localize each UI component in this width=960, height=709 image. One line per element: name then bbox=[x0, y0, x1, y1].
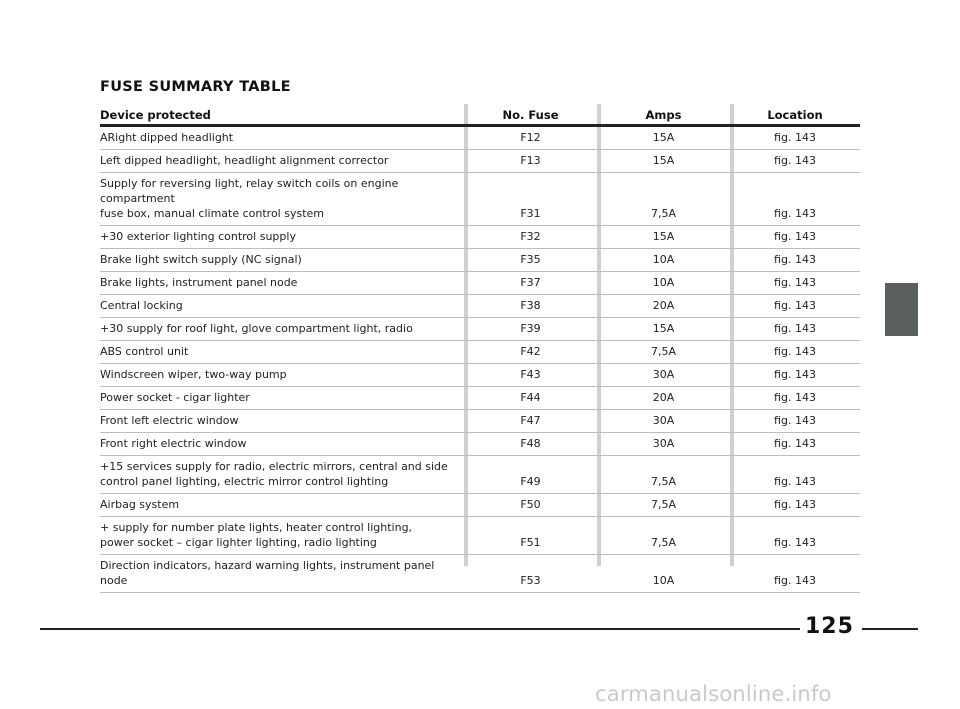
device-cell: +15 services supply for radio, electric mirrors, central and side control panel lighting, electric mirror control lighting bbox=[100, 456, 464, 494]
table-row bbox=[100, 126, 860, 150]
location-cell: fig. 143 bbox=[730, 126, 860, 150]
amps-cell: 7,5A bbox=[597, 494, 730, 517]
column-header-amps: Amps bbox=[597, 104, 730, 126]
table-row bbox=[100, 433, 860, 456]
amps-cell: 15A bbox=[597, 318, 730, 341]
amps-cell: 10A bbox=[597, 555, 730, 593]
amps-cell: 30A bbox=[597, 364, 730, 387]
location-cell: fig. 143 bbox=[730, 555, 860, 593]
device-cell: Brake lights, instrument panel node bbox=[100, 272, 464, 295]
amps-cell: 7,5A bbox=[597, 341, 730, 364]
footer-rule-right bbox=[862, 628, 918, 630]
location-cell: fig. 143 bbox=[730, 387, 860, 410]
device-cell: +30 exterior lighting control supply bbox=[100, 226, 464, 249]
device-cell: Windscreen wiper, two-way pump bbox=[100, 364, 464, 387]
amps-cell: 20A bbox=[597, 295, 730, 318]
table-row bbox=[100, 517, 860, 555]
amps-cell: 7,5A bbox=[597, 456, 730, 494]
device-cell: ARight dipped headlight bbox=[100, 126, 464, 150]
location-cell: fig. 143 bbox=[730, 272, 860, 295]
table-row bbox=[100, 456, 860, 494]
table-row bbox=[100, 150, 860, 173]
table-row bbox=[100, 387, 860, 410]
fuse-number-cell: F39 bbox=[464, 318, 597, 341]
device-cell: Power socket - cigar lighter bbox=[100, 387, 464, 410]
device-cell: Brake light switch supply (NC signal) bbox=[100, 249, 464, 272]
amps-cell: 20A bbox=[597, 387, 730, 410]
amps-cell: 10A bbox=[597, 272, 730, 295]
table-row bbox=[100, 295, 860, 318]
fuse-number-cell: F49 bbox=[464, 456, 597, 494]
device-cell: ABS control unit bbox=[100, 341, 464, 364]
fuse-number-cell: F31 bbox=[464, 173, 597, 226]
fuse-number-cell: F37 bbox=[464, 272, 597, 295]
column-header-fuse: No. Fuse bbox=[464, 104, 597, 126]
table-row bbox=[100, 249, 860, 272]
table-row bbox=[100, 555, 860, 593]
column-header-location: Location bbox=[730, 104, 860, 126]
page-number: 125 bbox=[805, 614, 854, 639]
page-title: FUSE SUMMARY TABLE bbox=[100, 79, 291, 95]
amps-cell: 30A bbox=[597, 410, 730, 433]
device-cell: + supply for number plate lights, heater control lighting, power socket – cigar lighter lighting, radio lighting bbox=[100, 517, 464, 555]
fuse-number-cell: F44 bbox=[464, 387, 597, 410]
device-cell: Supply for reversing light, relay switch coils on engine compartment fuse box, manual climate control system bbox=[100, 173, 464, 226]
device-cell: Front left electric window bbox=[100, 410, 464, 433]
watermark-text: carmanualsonline.info bbox=[595, 682, 832, 706]
fuse-number-cell: F42 bbox=[464, 341, 597, 364]
fuse-number-cell: F47 bbox=[464, 410, 597, 433]
location-cell: fig. 143 bbox=[730, 150, 860, 173]
location-cell: fig. 143 bbox=[730, 364, 860, 387]
table-row bbox=[100, 364, 860, 387]
amps-cell: 30A bbox=[597, 433, 730, 456]
location-cell: fig. 143 bbox=[730, 173, 860, 226]
device-cell: Left dipped headlight, headlight alignment corrector bbox=[100, 150, 464, 173]
location-cell: fig. 143 bbox=[730, 295, 860, 318]
fuse-summary-table bbox=[100, 104, 860, 593]
table-row bbox=[100, 494, 860, 517]
table-row bbox=[100, 341, 860, 364]
amps-cell: 7,5A bbox=[597, 517, 730, 555]
amps-cell: 10A bbox=[597, 249, 730, 272]
device-cell: Airbag system bbox=[100, 494, 464, 517]
location-cell: fig. 143 bbox=[730, 494, 860, 517]
footer-rule-left bbox=[40, 628, 800, 630]
location-cell: fig. 143 bbox=[730, 226, 860, 249]
amps-cell: 7,5A bbox=[597, 173, 730, 226]
fuse-number-cell: F51 bbox=[464, 517, 597, 555]
amps-cell: 15A bbox=[597, 126, 730, 150]
fuse-number-cell: F43 bbox=[464, 364, 597, 387]
location-cell: fig. 143 bbox=[730, 249, 860, 272]
section-tab-marker bbox=[885, 283, 918, 336]
table-row bbox=[100, 410, 860, 433]
location-cell: fig. 143 bbox=[730, 318, 860, 341]
fuse-number-cell: F53 bbox=[464, 555, 597, 593]
table-header-row bbox=[100, 104, 860, 126]
fuse-number-cell: F50 bbox=[464, 494, 597, 517]
location-cell: fig. 143 bbox=[730, 433, 860, 456]
column-header-device: Device protected bbox=[100, 104, 464, 126]
table-row bbox=[100, 226, 860, 249]
table-row bbox=[100, 318, 860, 341]
amps-cell: 15A bbox=[597, 226, 730, 249]
fuse-number-cell: F32 bbox=[464, 226, 597, 249]
location-cell: fig. 143 bbox=[730, 517, 860, 555]
location-cell: fig. 143 bbox=[730, 341, 860, 364]
fuse-number-cell: F48 bbox=[464, 433, 597, 456]
location-cell: fig. 143 bbox=[730, 456, 860, 494]
table-row bbox=[100, 173, 860, 226]
fuse-number-cell: F13 bbox=[464, 150, 597, 173]
table-row bbox=[100, 272, 860, 295]
fuse-summary-table-wrap bbox=[100, 104, 860, 593]
fuse-number-cell: F38 bbox=[464, 295, 597, 318]
amps-cell: 15A bbox=[597, 150, 730, 173]
device-cell: Direction indicators, hazard warning lights, instrument panel node bbox=[100, 555, 464, 593]
table-body bbox=[100, 126, 860, 593]
location-cell: fig. 143 bbox=[730, 410, 860, 433]
fuse-number-cell: F35 bbox=[464, 249, 597, 272]
device-cell: Central locking bbox=[100, 295, 464, 318]
device-cell: +30 supply for roof light, glove compartment light, radio bbox=[100, 318, 464, 341]
device-cell: Front right electric window bbox=[100, 433, 464, 456]
fuse-number-cell: F12 bbox=[464, 126, 597, 150]
